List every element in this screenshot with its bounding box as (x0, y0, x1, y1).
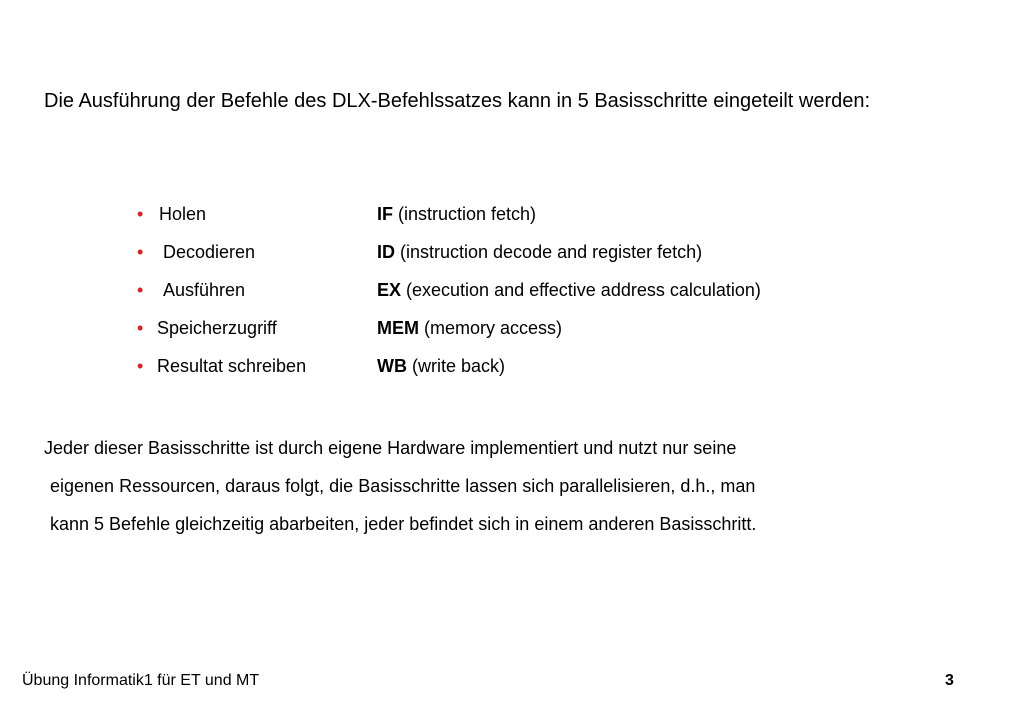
intro-text: Die Ausführung der Befehle des DLX-Befehlssatzes kann in 5 Basisschritte eingeteilt werden: (44, 90, 871, 112)
step-name: Speicherzugriff (157, 318, 277, 338)
paragraph-line: kann 5 Befehle gleichzeitig abarbeiten, jeder befindet sich in einem anderen Basisschritt. (50, 514, 757, 534)
step-abbreviation: MEM (377, 318, 419, 338)
step-name: Holen (159, 204, 207, 224)
page-number: 3 (945, 672, 954, 689)
step-description (377, 239, 702, 265)
step-abbreviation: EX (377, 280, 402, 300)
bullet-icon: • (137, 318, 144, 338)
step-description (377, 277, 761, 303)
step-description (377, 201, 536, 227)
step-name: Decodieren (163, 242, 256, 262)
footer-course-title: Übung Informatik1 für ET und MT (22, 672, 260, 689)
step-abbreviation: ID (377, 242, 395, 262)
bullet-icon: • (137, 204, 144, 224)
step-explanation: (write back) (407, 356, 506, 376)
step-description (377, 353, 505, 379)
explanation-paragraph (44, 429, 756, 543)
step-name: Ausführen (163, 280, 246, 300)
bullet-icon: • (137, 356, 144, 376)
bullet-icon: • (137, 242, 144, 262)
paragraph-line: Jeder dieser Basisschritte ist durch eigene Hardware implementiert und nutzt nur seine (44, 438, 737, 458)
step-abbreviation: WB (377, 356, 407, 376)
bullet-icon: • (137, 280, 144, 300)
paragraph-line: eigenen Ressourcen, daraus folgt, die Basisschritte lassen sich parallelisieren, d.h., man (50, 476, 756, 496)
step-explanation: (memory access) (419, 318, 563, 338)
step-description (377, 315, 562, 341)
step-explanation: (execution and effective address calculation) (401, 280, 761, 300)
step-explanation: (instruction decode and register fetch) (395, 242, 703, 262)
step-name: Resultat schreiben (157, 356, 307, 376)
step-abbreviation: IF (377, 204, 393, 224)
step-explanation: (instruction fetch) (393, 204, 537, 224)
